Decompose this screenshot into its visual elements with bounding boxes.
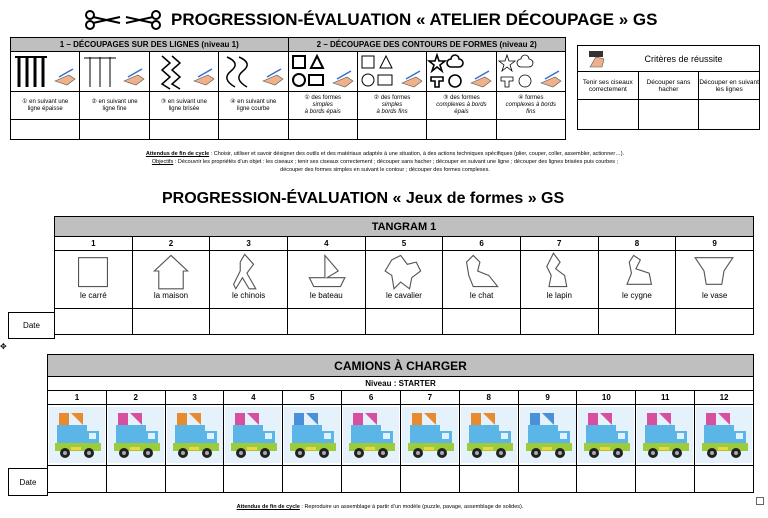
activity-caption: ② en suivant une ligne fine xyxy=(80,92,149,120)
tangram-figure-label: le lapin xyxy=(546,291,572,300)
truck-illustration xyxy=(284,407,340,463)
truck-number: 7 xyxy=(400,391,459,405)
tangram-number: 4 xyxy=(287,237,365,251)
truck-number: 6 xyxy=(342,391,401,405)
curved-line-illustration xyxy=(219,52,288,92)
tangram-figure xyxy=(55,251,131,291)
camions-level: Niveau : STARTER xyxy=(48,377,754,391)
criterion-cell[interactable] xyxy=(699,100,760,130)
camions-table xyxy=(47,354,754,493)
truck-cell xyxy=(695,405,754,466)
truck-date-cell[interactable] xyxy=(400,466,459,493)
scissors-icon-2 xyxy=(124,9,162,31)
truck-date-cell[interactable] xyxy=(283,466,342,493)
truck-illustration xyxy=(696,407,752,463)
eval-cell[interactable] xyxy=(11,120,80,140)
eval-cell[interactable] xyxy=(149,120,218,140)
truck-illustration xyxy=(108,407,164,463)
criterion-label: Découper sans hacher xyxy=(638,72,699,100)
criterion-label: Tenir ses ciseaux correctement xyxy=(578,72,639,100)
thick-lines-illustration xyxy=(11,52,80,92)
truck-number: 2 xyxy=(106,391,165,405)
truck-date-cell[interactable] xyxy=(224,466,283,493)
attendus-decoupage: Attendus de fin de cycle : Choisir, utiliser et savoir désigner des outils et des matériaux adaptés à une situation, à des actions techniques spécifiques (plier, couper, coller, assembler, actionner…). Objectifs : Découvrir les propriétés d’un objet : les ciseaux ; tenir ses ciseaux correctement ; découper sans hacher ; découper en suivant une ligne ; découper des lignes brisées puis courbes ; découper des formes simples en suivant le contour ; découper des formes complexes. xyxy=(145,151,625,173)
truck-date-cell[interactable] xyxy=(48,466,107,493)
hand-scissors-icon xyxy=(586,49,608,69)
truck-illustration xyxy=(461,407,517,463)
eval-cell[interactable] xyxy=(427,120,496,140)
tangram-figure-label: le carré xyxy=(79,291,107,300)
truck-date-cell[interactable] xyxy=(106,466,165,493)
truck-cell xyxy=(400,405,459,466)
tangram-figure xyxy=(521,251,597,291)
tangram-date-cell[interactable] xyxy=(210,309,288,335)
complex-shapes-thick-illustration xyxy=(427,52,496,92)
simple-shapes-thick-illustration xyxy=(288,52,357,92)
activity-caption: ④ formes complexes à bords fins xyxy=(496,92,565,120)
tangram-date-cell[interactable] xyxy=(287,309,365,335)
truck-date-cell[interactable] xyxy=(165,466,224,493)
activity-caption: ④ en suivant une ligne courbe xyxy=(219,92,288,120)
tangram-figure-label: le vase xyxy=(701,291,728,300)
attendus-camions: Attendus de fin de cycle : Reproduire un assemblage à partir d’un modèle (puzzle, pavage, assemblage de solides). xyxy=(236,504,524,510)
criteria-header: Critères de réussite xyxy=(578,46,760,72)
truck-date-cell[interactable] xyxy=(636,466,695,493)
eval-cell[interactable] xyxy=(80,120,149,140)
page-title-formes: PROGRESSION-ÉVALUATION « Jeux de formes » GS xyxy=(162,190,565,207)
tangram-header: TANGRAM 1 xyxy=(55,217,754,237)
truck-number: 5 xyxy=(283,391,342,405)
tangram-figure-cell xyxy=(598,251,676,309)
tangram-figure-cell xyxy=(287,251,365,309)
truck-number: 1 xyxy=(48,391,107,405)
tangram-date-cell[interactable] xyxy=(443,309,521,335)
truck-number: 4 xyxy=(224,391,283,405)
truck-number: 9 xyxy=(518,391,577,405)
tangram-date-cell[interactable] xyxy=(365,309,443,335)
eval-cell[interactable] xyxy=(219,120,288,140)
truck-cell xyxy=(165,405,224,466)
truck-cell xyxy=(518,405,577,466)
tangram-date-cell[interactable] xyxy=(55,309,133,335)
truck-illustration xyxy=(520,407,576,463)
camions-date-label: Date xyxy=(8,468,48,496)
tangram-date-cell[interactable] xyxy=(132,309,210,335)
truck-date-cell[interactable] xyxy=(459,466,518,493)
tangram-figure-cell xyxy=(132,251,210,309)
tangram-date-cell[interactable] xyxy=(676,309,754,335)
truck-illustration xyxy=(343,407,399,463)
tangram-date-cell[interactable] xyxy=(520,309,598,335)
truck-cell xyxy=(224,405,283,466)
criterion-cell[interactable] xyxy=(638,100,699,130)
tangram-figure-label: le cygne xyxy=(622,291,652,300)
camions-header: CAMIONS À CHARGER xyxy=(48,355,754,377)
tangram-figure-label: le cavalier xyxy=(385,291,422,300)
truck-number: 8 xyxy=(459,391,518,405)
tangram-figure-cell xyxy=(210,251,288,309)
truck-date-cell[interactable] xyxy=(342,466,401,493)
resize-handle[interactable] xyxy=(756,497,764,505)
truck-illustration xyxy=(167,407,223,463)
tangram-table xyxy=(54,216,754,335)
tangram-date-label: Date xyxy=(8,312,55,339)
criterion-label: Découper en suivant les lignes xyxy=(699,72,760,100)
tangram-figure xyxy=(676,251,752,291)
truck-number: 11 xyxy=(636,391,695,405)
tangram-date-cell[interactable] xyxy=(598,309,676,335)
tangram-number: 1 xyxy=(55,237,133,251)
truck-number: 10 xyxy=(577,391,636,405)
tangram-number: 2 xyxy=(132,237,210,251)
scissors-icon-1 xyxy=(84,9,122,31)
tangram-figure xyxy=(133,251,209,291)
truck-cell xyxy=(48,405,107,466)
truck-cell xyxy=(636,405,695,466)
eval-cell[interactable] xyxy=(288,120,357,140)
tangram-figure-cell xyxy=(443,251,521,309)
activity-caption: ① des formes simples à bords épais xyxy=(288,92,357,120)
move-handle-icon[interactable]: ✥ xyxy=(0,342,7,351)
truck-cell xyxy=(577,405,636,466)
tangram-figure-cell xyxy=(520,251,598,309)
truck-date-cell[interactable] xyxy=(518,466,577,493)
criteria-table xyxy=(577,45,760,130)
tangram-figure xyxy=(288,251,364,291)
thin-lines-illustration xyxy=(80,52,149,92)
tangram-figure-cell xyxy=(365,251,443,309)
truck-cell xyxy=(283,405,342,466)
truck-illustration xyxy=(578,407,634,463)
truck-illustration xyxy=(225,407,281,463)
tangram-figure-label: le chat xyxy=(469,291,494,300)
tangram-number: 6 xyxy=(443,237,521,251)
tangram-number: 7 xyxy=(520,237,598,251)
tangram-figure-label: la maison xyxy=(153,291,189,300)
criterion-cell[interactable] xyxy=(578,100,639,130)
activity-caption: ③ des formes complexes à bords épais xyxy=(427,92,496,120)
truck-illustration xyxy=(402,407,458,463)
truck-illustration xyxy=(49,407,105,463)
activity-caption: ① en suivant une ligne épaisse xyxy=(11,92,80,120)
page-title-decoupage: PROGRESSION-ÉVALUATION « ATELIER DÉCOUPAGE » GS xyxy=(171,10,658,29)
truck-number: 12 xyxy=(695,391,754,405)
tangram-number: 5 xyxy=(365,237,443,251)
tangram-figure xyxy=(599,251,675,291)
activity-caption: ② des formes simples à bords fins xyxy=(357,92,426,120)
eval-cell[interactable] xyxy=(496,120,565,140)
tangram-figure-cell xyxy=(676,251,754,309)
truck-cell xyxy=(459,405,518,466)
truck-date-cell[interactable] xyxy=(577,466,636,493)
eval-cell[interactable] xyxy=(357,120,426,140)
truck-illustration xyxy=(637,407,693,463)
complex-shapes-thin-illustration xyxy=(496,52,565,92)
tangram-figure xyxy=(210,251,286,291)
simple-shapes-thin-illustration xyxy=(357,52,426,92)
truck-cell xyxy=(342,405,401,466)
truck-date-cell[interactable] xyxy=(695,466,754,493)
decoupage-table xyxy=(10,37,566,140)
tangram-figure-label: le bateau xyxy=(309,291,343,300)
tangram-number: 3 xyxy=(210,237,288,251)
tangram-figure xyxy=(366,251,442,291)
group1-header: 1 – DÉCOUPAGES SUR DES LIGNES (niveau 1) xyxy=(11,38,289,52)
broken-line-illustration xyxy=(149,52,218,92)
tangram-number: 9 xyxy=(676,237,754,251)
tangram-figure-cell xyxy=(55,251,133,309)
truck-cell xyxy=(106,405,165,466)
group2-header: 2 – DÉCOUPAGE DES CONTOURS DE FORMES (niveau 2) xyxy=(288,38,566,52)
tangram-figure-label: le chinois xyxy=(231,291,266,300)
truck-number: 3 xyxy=(165,391,224,405)
tangram-figure xyxy=(443,251,519,291)
tangram-number: 8 xyxy=(598,237,676,251)
activity-caption: ③ en suivant une ligne brisée xyxy=(149,92,218,120)
